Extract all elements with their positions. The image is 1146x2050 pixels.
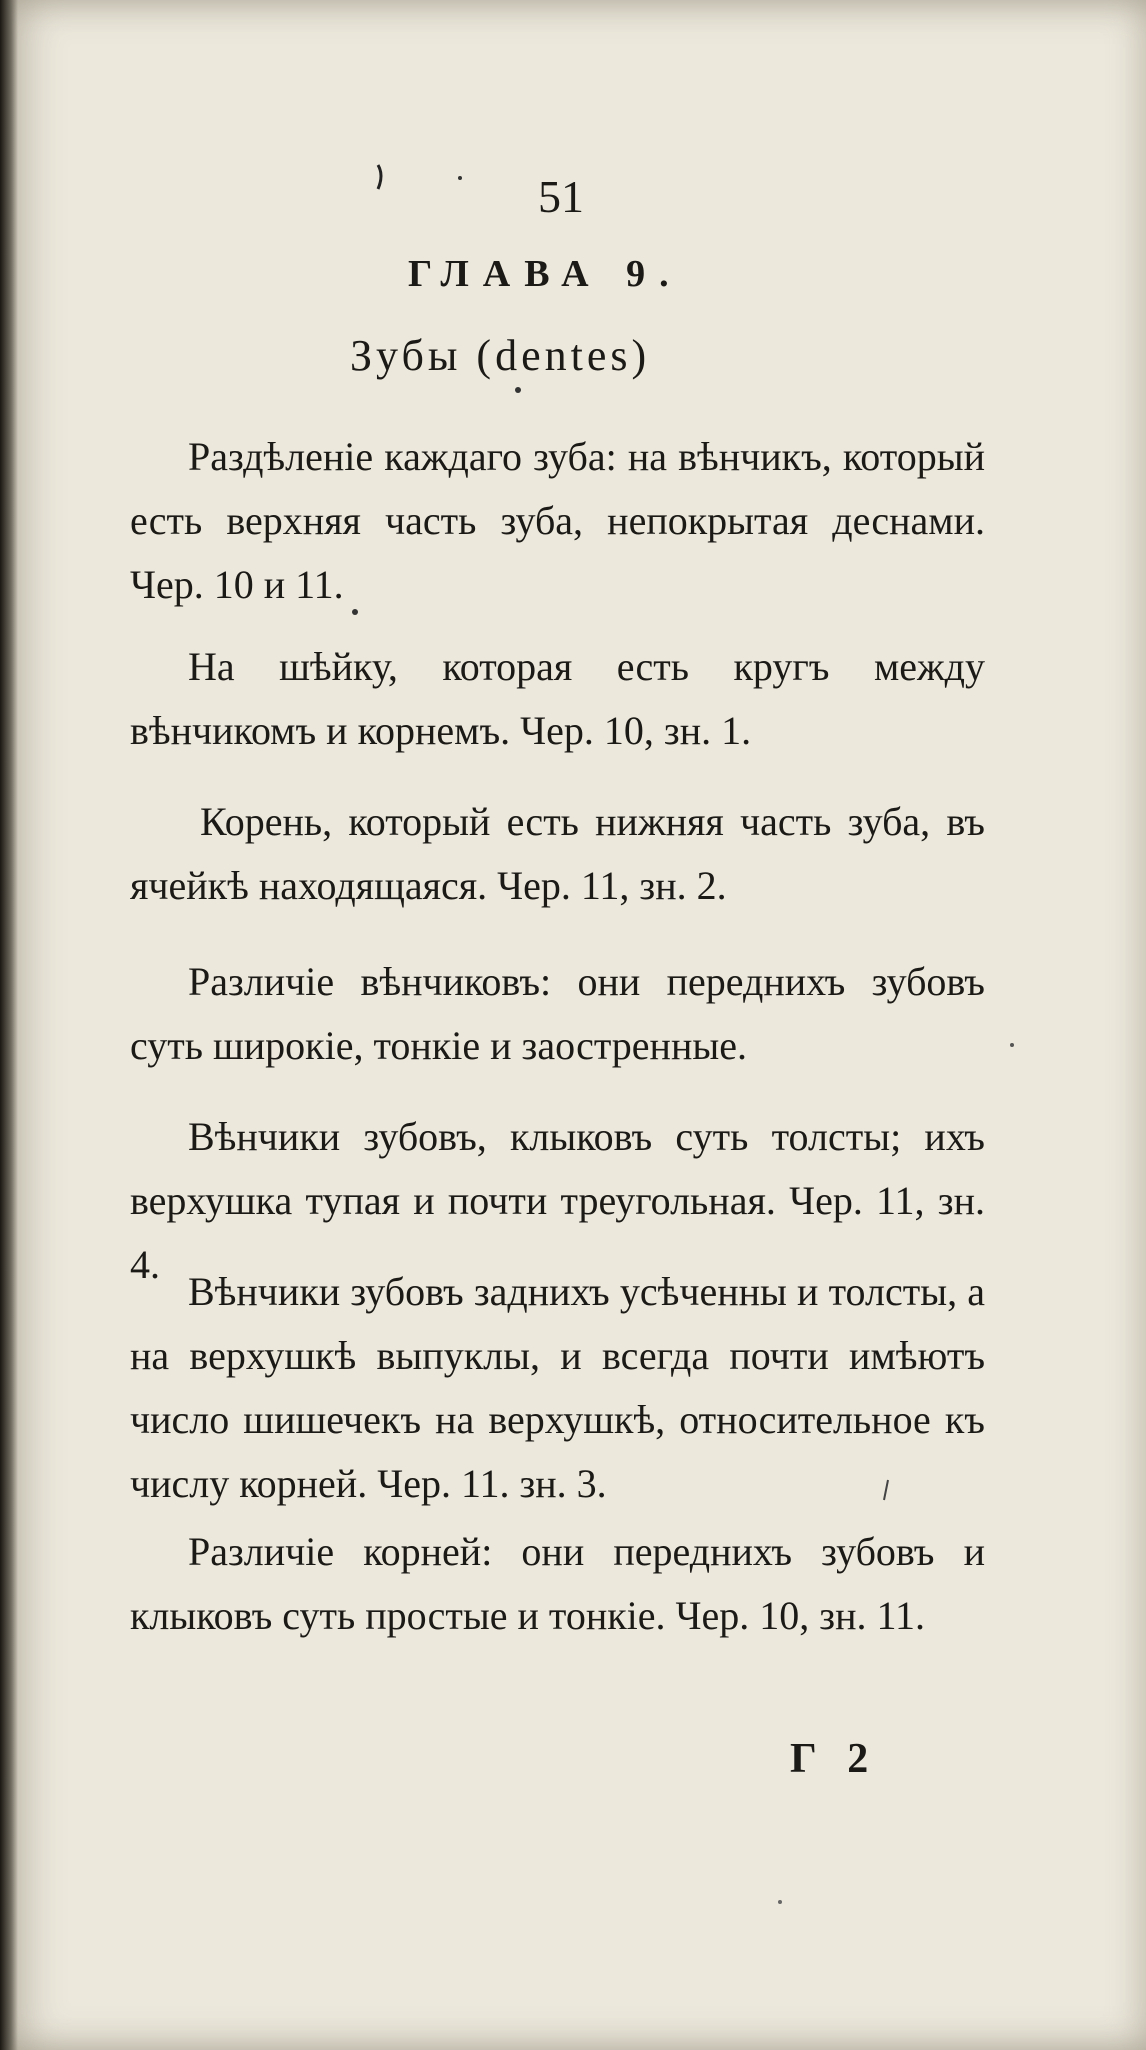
page-number: 51: [538, 171, 584, 222]
chapter-title: Зубы (dentes): [350, 331, 651, 380]
chapter-heading: ГЛАВА 9.: [408, 253, 683, 295]
paragraph-root: Корень, который есть нижняя часть зуба, въ ячейкѣ находящаяся. Чер. 11, зн. 2.: [130, 799, 985, 908]
paragraph-crown: Раздѣленіе каждаго зуба: на вѣнчикъ, который есть верхняя часть зуба, непокрытая деснами. Чер. 10 и 11.: [130, 434, 985, 607]
paragraph-roots-difference: Различіе корней: они переднихъ зубовъ и клыковъ суть простые и тонкіе. Чер. 10, зн. 11.: [130, 1529, 985, 1638]
paragraph-crowns-difference: Различіе вѣнчиковъ: они переднихъ зубовъ суть широкіе, тонкіе и заостренные.: [130, 959, 985, 1068]
paragraph-molar-crowns: Вѣнчики зубовъ заднихъ усѣченны и толсты, а на верхушкѣ выпуклы, и всегда почти имѣютъ число шишечекъ на верхушкѣ, относительное къ числу корней. Чер. 11. зн. 3.: [130, 1269, 985, 1506]
signature-mark: Г 2: [790, 1736, 879, 1782]
paragraph-canine-crowns: Вѣнчики зубовъ, клыковъ суть толсты; ихъ верхушка тупая и почти треугольная. Чер. 11, зн. 4.: [130, 1114, 985, 1287]
paragraph-neck: На шѣйку, которая есть кругъ между вѣнчикомъ и корнемъ. Чер. 10, зн. 1.: [130, 644, 985, 753]
